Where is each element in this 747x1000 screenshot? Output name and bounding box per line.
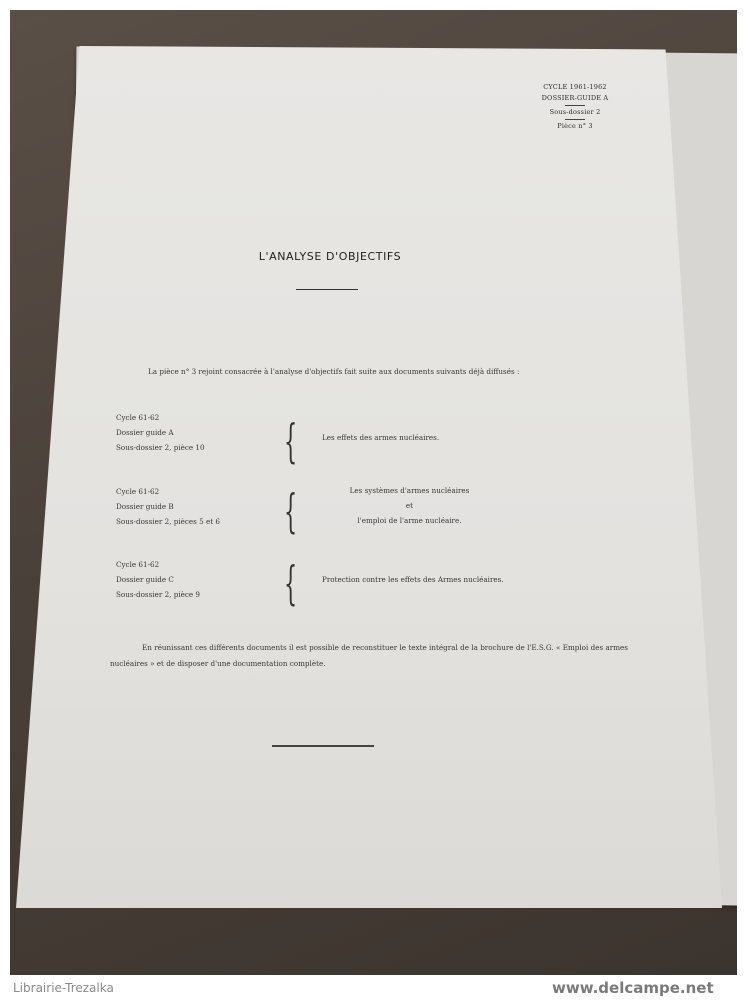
reference-dossier-label: Dossier guide A xyxy=(116,428,174,437)
description-conjunction: et xyxy=(405,501,414,510)
reference-sous-dossier-label: Sous-dossier 2, pièce 9 xyxy=(116,590,201,599)
reference-sous-dossier-label: Sous-dossier 2, pièces 5 et 6 xyxy=(116,517,220,526)
reference-group-2 xyxy=(116,484,220,529)
description-text: Protection contre les effets des Armes nucléaires. xyxy=(322,575,504,584)
title-underline xyxy=(296,289,358,290)
reference-dossier-label: Dossier guide C xyxy=(116,575,174,584)
reference-cycle-label: Cycle 61-62 xyxy=(116,560,160,569)
reference-sous-dossier-label: Sous-dossier 2, pièce 10 xyxy=(116,443,205,452)
reference-dossier-label: Dossier guide B xyxy=(116,502,174,511)
reference-description-3 xyxy=(322,572,504,587)
description-text: Les effets des armes nucléaires. xyxy=(322,433,440,442)
brace-icon: { xyxy=(284,414,298,468)
description-text: l'emploi de l'arme nucléaire. xyxy=(357,516,462,525)
reference-group-1 xyxy=(116,410,205,455)
reference-cycle-label: Cycle 61-62 xyxy=(116,413,160,422)
reference-group-3 xyxy=(116,557,200,602)
intro-paragraph: La pièce n° 3 rejoint consacrée à l'analyse d'objectifs fait suite aux documents suivants déjà diffusés : xyxy=(148,367,520,376)
description-text: Les systèmes d'armes nucléaires xyxy=(349,486,470,495)
brace-icon: { xyxy=(284,556,298,610)
reference-cycle-label: Cycle 61-62 xyxy=(116,487,160,496)
end-rule xyxy=(272,745,374,747)
document-title: L'ANALYSE D'OBJECTIFS xyxy=(258,250,402,263)
reference-description-2 xyxy=(322,483,497,528)
reference-description-1 xyxy=(322,430,439,445)
brace-icon: { xyxy=(284,484,298,538)
reference-sous-dossier: Sous-dossier 2 xyxy=(549,108,601,116)
reference-cycle: CYCLE 1961-1962 xyxy=(543,83,607,91)
reference-dossier: DOSSIER-GUIDE A xyxy=(541,94,609,102)
watermark-site: www.delcampe.net xyxy=(552,979,714,997)
reference-divider xyxy=(565,105,585,106)
closing-paragraph: En réunissant ces différents documents il est possible de reconstituer le texte intégral de la brochure de l'E.S.G. « Emploi des armes nucléaires » et de disposer d'une documentation complète. xyxy=(110,643,628,668)
reference-piece: Pièce n° 3 xyxy=(557,122,593,130)
reference-block xyxy=(515,82,635,132)
reference-divider xyxy=(565,119,585,120)
watermark-seller: Librairie-Trezalka xyxy=(13,981,114,995)
